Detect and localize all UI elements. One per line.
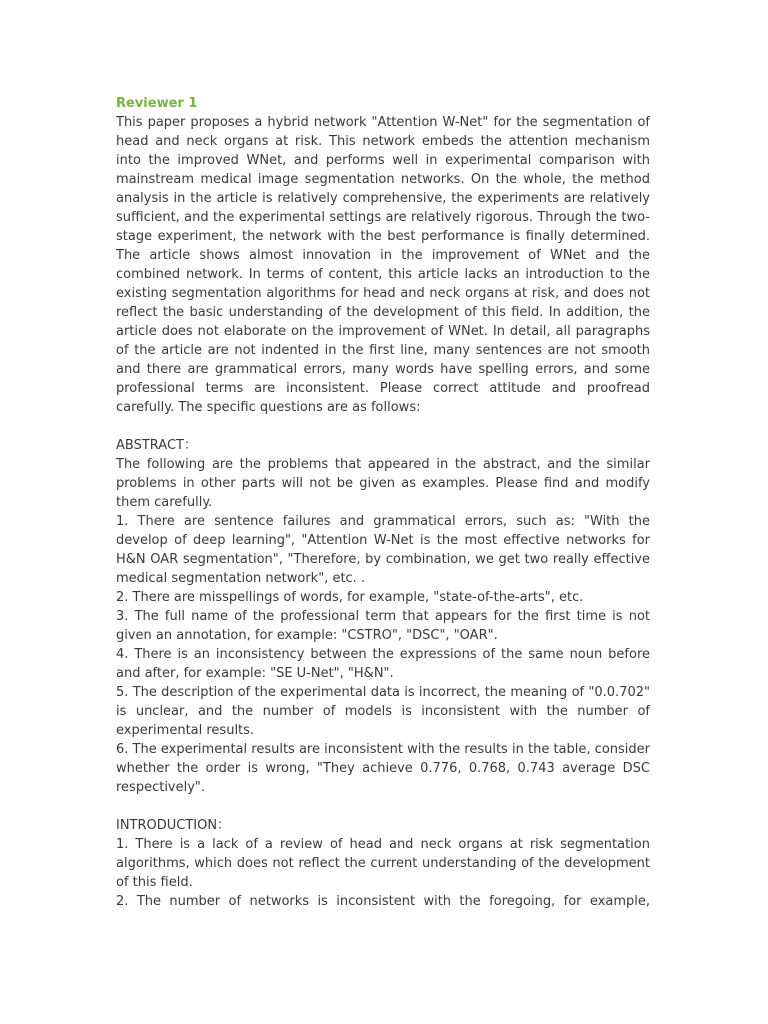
reviewer-heading: Reviewer 1	[116, 96, 198, 111]
abstract-item-3: 3. The full name of the professional term that appears for the first time is not given an annotation, for example: "CSTRO", "DSC", "OAR".	[116, 609, 650, 643]
abstract-item-2: 2. There are misspellings of words, for example, "state-of-the-arts", etc.	[116, 590, 584, 605]
paragraph-spacer	[116, 797, 650, 816]
abstract-item-5: 5. The description of the experimental data is incorrect, the meaning of "0.0.702" is unclear, and the number of models is inconsistent with the number of experimental results.	[116, 685, 650, 738]
abstract-item-4: 4. There is an inconsistency between the expressions of the same noun before and after, for example: "SE U-Net", "H&N".	[116, 647, 650, 681]
abstract-item-6: 6. The experimental results are inconsistent with the results in the table, consider whether the order is wrong, "They achieve 0.776, 0.768, 0.743 average DSC respectively".	[116, 742, 650, 795]
introduction-title: INTRODUCTION：	[116, 818, 231, 833]
introduction-item-1: 1. There is a lack of a review of head and neck organs at risk segmentation algorithms, which does not reflect the current understanding of the development of this field.	[116, 837, 650, 890]
abstract-intro: The following are the problems that appeared in the abstract, and the similar problems in other parts will not be given as examples. Please find and modify them carefully.	[116, 457, 650, 510]
review-summary: This paper proposes a hybrid network "Attention W-Net" for the segmentation of head and neck organs at risk. This network embeds the attention mechanism into the improved WNet, and performs well in experimental comparison with mainstream medical image segmentation networks. On the whole, the method analysis in the article is relatively comprehensive, the experiments are relatively sufficient, and the experimental settings are relatively rigorous. Through the two-stage experiment, the network with the best performance is finally determined. The article shows almost innovation in the improvement of WNet and the combined network. In terms of content, this article lacks an introduction to the existing segmentation algorithms for head and neck organs at risk, and does not reflect the basic understanding of the development of this field. In addition, the article does not elaborate on the improvement of WNet. In detail, all paragraphs of the article are not indented in the first line, many sentences are not smooth and there are grammatical errors, many words have spelling errors, and some professional terms are inconsistent. Please correct attitude and proofread carefully. The specific questions are as follows:	[116, 115, 650, 415]
abstract-item-1: 1. There are sentence failures and grammatical errors, such as: "With the develop of deep learning", "Attention W-Net is the most effective networks for H&N OAR segmentation", "Therefore, by combination, we get two really effective medical segmentation network", etc. .	[116, 514, 650, 586]
document-page	[116, 94, 650, 911]
abstract-title: ABSTRACT：	[116, 438, 197, 453]
introduction-item-2: 2. The number of networks is inconsistent with the foregoing, for example,	[116, 894, 650, 909]
paragraph-spacer	[116, 417, 650, 436]
